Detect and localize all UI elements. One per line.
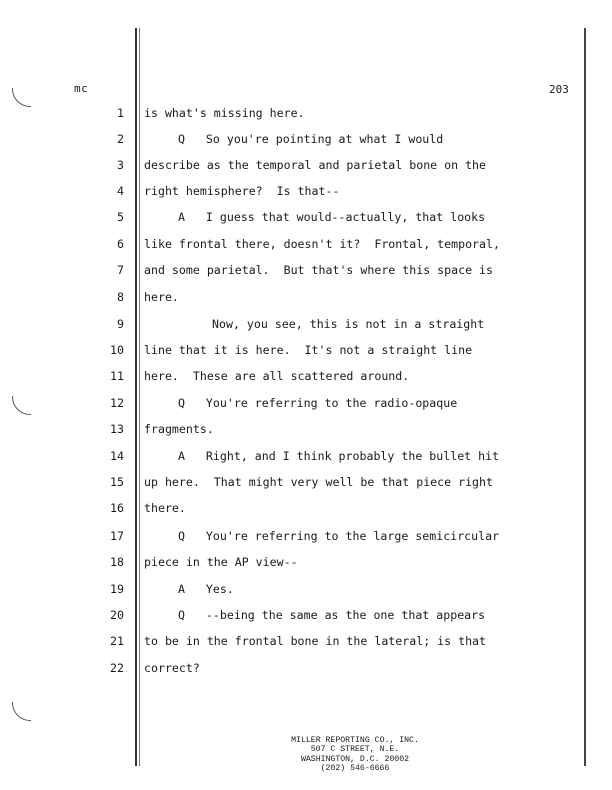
line-text: to be in the frontal bone in the lateral; is that [144,634,487,648]
line-number: 18 [110,555,124,569]
line-text: describe as the temporal and parietal bone on the [144,158,487,172]
line-text: line that it is here. It's not a straight line [144,343,473,357]
line-text: fragments. [144,422,214,436]
line-number: 16 [110,501,124,515]
line-number: 3 [117,158,124,172]
transcript-line [0,608,612,626]
line-number: 22 [110,661,124,675]
footer-phone: (202) 546-6666 [320,763,390,773]
line-text: here. These are all scattered around. [144,369,410,383]
line-number: 14 [110,449,124,463]
transcript-line [0,475,612,493]
transcript-line [0,317,612,335]
transcript-line [0,634,612,652]
transcript-line [0,529,612,547]
footer-street: 507 C STREET, N.E. [310,745,400,755]
line-text: like frontal there, doesn't it? Frontal, temporal, [144,237,500,251]
transcript-line [0,106,612,124]
transcript-line [0,582,612,600]
line-number: 4 [117,184,124,198]
line-text: A Right, and I think probably the bullet hit [178,449,500,463]
line-number: 8 [117,290,124,304]
line-number: 2 [117,132,124,146]
transcript-line [0,158,612,176]
line-text: Q You're referring to the radio-opaque [178,396,458,410]
line-number: 5 [117,210,124,224]
reporter-initials: mc [74,82,89,95]
line-number: 6 [117,237,124,251]
line-number: 17 [110,529,124,543]
footer-city: WASHINGTON, D.C. 20002 [300,754,410,764]
transcript-line [0,237,612,255]
line-text: here. [144,290,179,304]
page-number: 203 [549,83,569,96]
line-number: 13 [110,422,124,436]
line-text: Q --being the same as the one that appears [178,608,486,622]
line-number: 15 [110,475,124,489]
line-number: 7 [117,263,124,277]
line-number: 21 [110,634,124,648]
transcript-line [0,132,612,150]
transcript-line [0,343,612,361]
transcript-line [0,369,612,387]
footer-company: MILLER REPORTING CO., INC. [291,736,419,745]
transcript-line [0,555,612,573]
transcript-line [0,422,612,440]
transcript-line [0,449,612,467]
transcript-line [0,184,612,202]
line-text: correct? [144,661,200,675]
line-text: up here. That might very well be that piece right [144,475,494,489]
line-text: right hemisphere? Is that-- [144,184,340,198]
line-text: Q So you're pointing at what I would [178,132,444,146]
line-text: A I guess that would--actually, that looks [178,210,486,224]
line-text: Now, you see, this is not in a straight [212,317,485,331]
line-text: piece in the AP view-- [144,555,298,569]
transcript-line [0,290,612,308]
line-text: and some parietal. But that's where this space is [144,263,494,277]
line-text: A Yes. [178,582,234,596]
line-number: 19 [110,582,124,596]
line-number: 12 [110,396,124,410]
punch-hole-mark [12,702,31,721]
line-text: is what's missing here. [144,106,305,120]
transcript-line [0,661,612,679]
line-number: 20 [110,608,124,622]
transcript-line [0,210,612,228]
line-number: 10 [110,343,124,357]
line-number: 9 [117,317,124,331]
reporter-footer [250,736,460,773]
line-number: 11 [110,369,124,383]
transcript-line [0,263,612,281]
line-text: Q You're referring to the large semicircular [178,529,500,543]
punch-hole-mark [12,88,31,107]
line-text: there. [144,501,186,515]
transcript-line [0,396,612,414]
line-number: 1 [117,106,124,120]
transcript-line [0,501,612,519]
